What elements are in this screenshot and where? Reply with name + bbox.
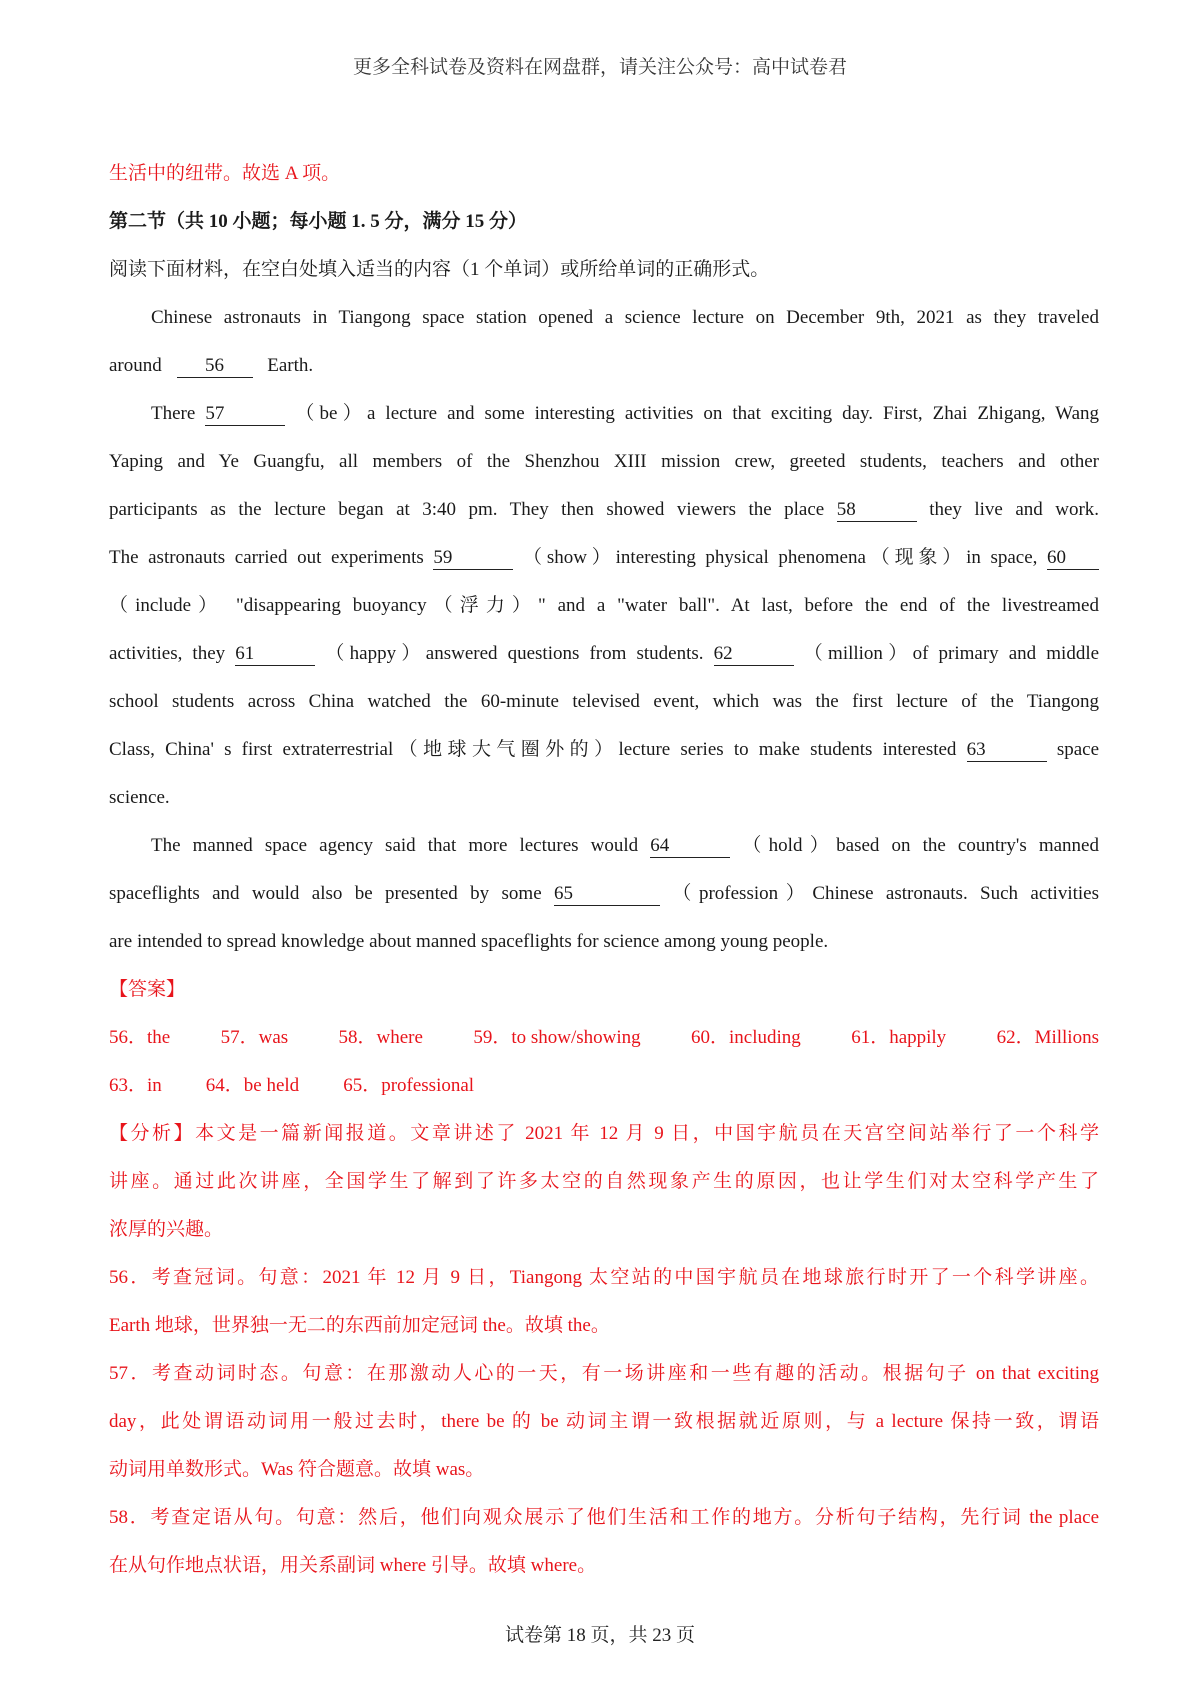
blank-58: 58 <box>837 499 917 522</box>
answer-item: 59．to show/showing <box>473 1027 641 1048</box>
passage-line: school students across China watched the 60-minute televised event, which was the first lecture of the Tiangong <box>109 691 1099 712</box>
passage-line: There 57 （be）a lecture and some interesting activities on that exciting day. First, Zhai Zhigang, Wang <box>151 403 1099 424</box>
passage-line: The manned space agency said that more lectures would 64 （hold）based on the country's manned <box>151 835 1099 856</box>
previous-answer-tail: 生活中的纽带。故选 A 项。 <box>109 163 341 184</box>
blank-59: 59 <box>433 547 513 570</box>
blank-57: 57 <box>205 403 285 426</box>
passage-line: participants as the lecture began at 3:40 pm. They then showed viewers the place 58 they live and work. <box>109 499 1100 520</box>
answer-item: 64．be held <box>205 1075 300 1096</box>
instructions: 阅读下面材料，在空白处填入适当的内容（1 个单词）或所给单词的正确形式。 <box>109 259 770 280</box>
document-body <box>109 150 1099 1590</box>
analysis-line: 56．考查冠词。句意：2021 年 12 月 9 日，Tiangong 太空站的中国宇航员在地球旅行时开了一个科学讲座。 <box>109 1267 1099 1288</box>
section-title: 第二节（共 10 小题；每小题 1. 5 分，满分 15 分） <box>109 211 528 232</box>
blank-64: 64 <box>650 835 730 858</box>
passage-line: Class, China' s first extraterrestrial（地球大气圈外的）lecture series to make students interested 63 space <box>109 739 1100 760</box>
page-footer: 试卷第 18 页，共 23 页 <box>504 1625 695 1646</box>
passage-line: spaceflights and would also be presented by some 65 （profession）Chinese astronauts. Such activities <box>109 883 1099 904</box>
analysis-line: day，此处谓语动词用一般过去时，there be 的 be 动词主谓一致根据就近原则，与 a lecture 保持一致，谓语 <box>109 1411 1099 1432</box>
passage-line: Chinese astronauts in Tiangong space station opened a science lecture on December 9th, 2021 as they traveled <box>151 307 1099 328</box>
answer-item: 63．in <box>109 1075 162 1096</box>
blank-60: 60 <box>1047 547 1099 570</box>
passage-line: science. <box>109 787 170 808</box>
analysis-line: 【分析】本文是一篇新闻报道。文章讲述了 2021 年 12 月 9 日，中国宇航员在天宫空间站举行了一个科学 <box>109 1123 1099 1144</box>
analysis-line: 讲座。通过此次讲座，全国学生了解到了许多太空的自然现象产生的原因，也让学生们对太空科学产生了 <box>109 1171 1099 1192</box>
answer-item: 56．the <box>109 1027 171 1048</box>
passage-line: activities, they 61 （happy）answered questions from students. 62 （million）of primary and middle <box>109 643 1100 664</box>
blank-61: 61 <box>235 643 315 666</box>
answer-item: 57．was <box>220 1027 289 1048</box>
answers-row <box>109 1014 1099 1062</box>
blank-56: 56 <box>177 355 253 378</box>
blank-62: 62 <box>714 643 794 666</box>
passage-line: Yaping and Ye Guangfu, all members of the Shenzhou XIII mission crew, greeted students, teachers and other <box>109 451 1099 472</box>
passage-line: （include） "disappearing buoyancy（浮力）" and a "water ball". At last, before the end of the livestreamed <box>109 595 1099 616</box>
passage-line: are intended to spread knowledge about manned spaceflights for science among young people. <box>109 931 829 952</box>
answer-item: 60．including <box>691 1027 801 1048</box>
analysis-line: 浓厚的兴趣。 <box>109 1219 224 1240</box>
blank-65: 65 <box>554 883 660 906</box>
page-header: 更多全科试卷及资料在网盘群，请关注公众号：高中试卷君 <box>352 57 847 78</box>
passage-line: around 56 Earth. <box>109 355 314 376</box>
analysis-line: 在从句作地点状语，用关系副词 where 引导。故填 where。 <box>109 1555 597 1576</box>
blank-63: 63 <box>967 739 1047 762</box>
answer-item: 61．happily <box>851 1027 947 1048</box>
answer-label: 【答案】 <box>109 979 186 1000</box>
analysis-line: 动词用单数形式。Was 符合题意。故填 was。 <box>109 1459 485 1480</box>
answer-item: 58．where <box>338 1027 423 1048</box>
analysis-line: Earth 地球，世界独一无二的东西前加定冠词 the。故填 the。 <box>109 1315 610 1336</box>
answer-item: 62．Millions <box>996 1027 1099 1048</box>
passage-line: The astronauts carried out experiments 59 （show）interesting physical phenomena（现象）in space, 60 <box>109 534 1099 582</box>
answers-row <box>109 1062 1099 1110</box>
answer-item: 65．professional <box>343 1075 475 1096</box>
analysis-line: 58．考查定语从句。句意：然后，他们向观众展示了他们生活和工作的地方。分析句子结构，先行词 the place <box>109 1507 1099 1528</box>
analysis-line: 57．考查动词时态。句意：在那激动人心的一天，有一场讲座和一些有趣的活动。根据句子 on that exciting <box>109 1363 1099 1384</box>
